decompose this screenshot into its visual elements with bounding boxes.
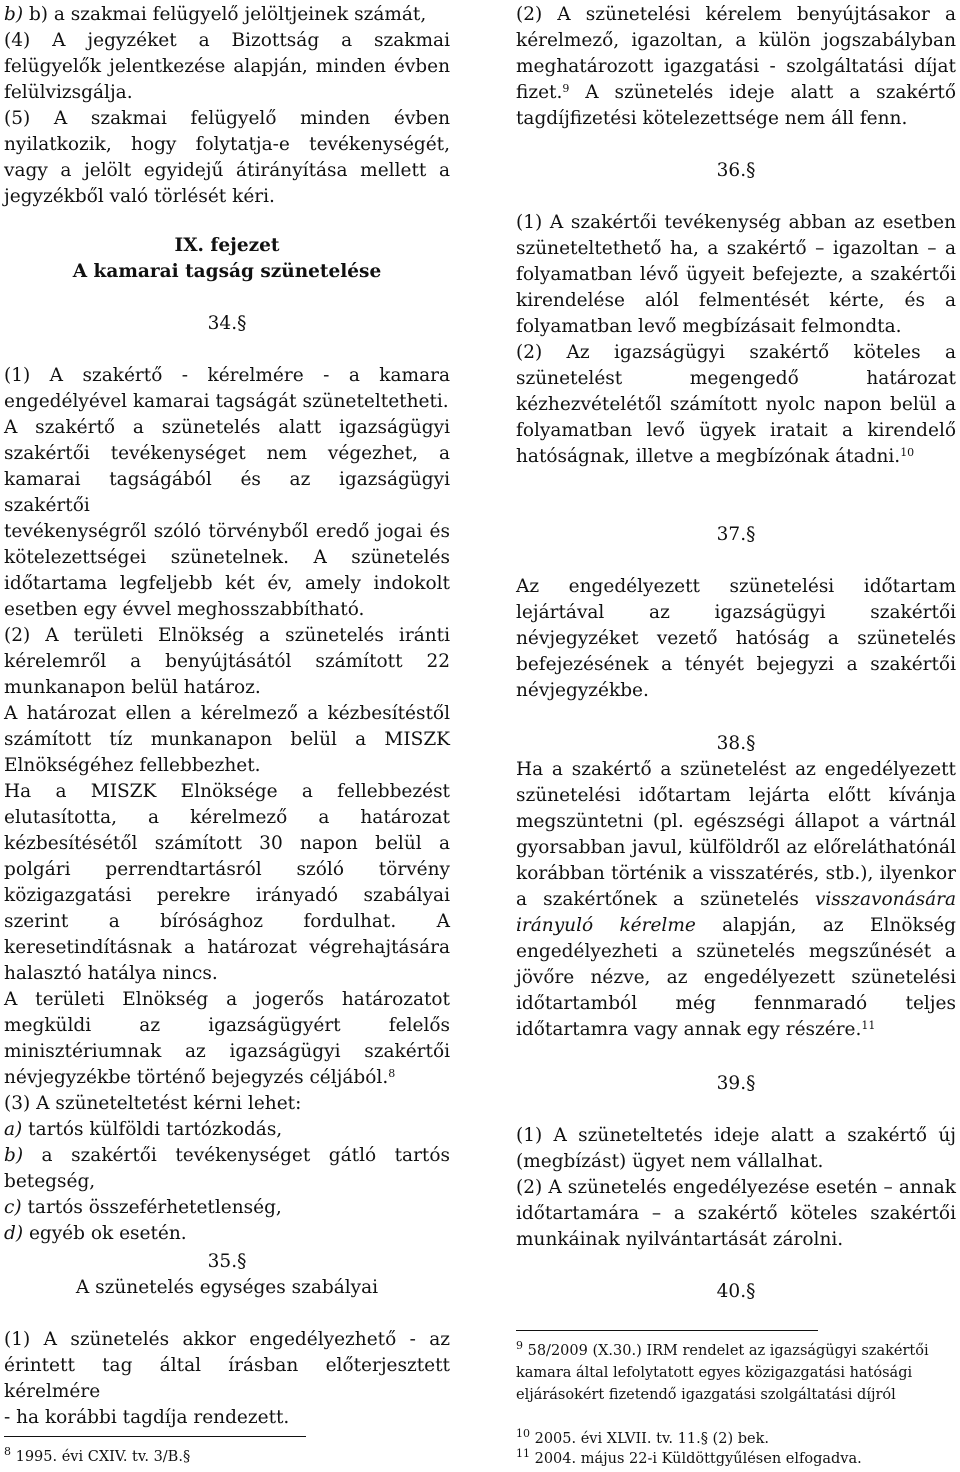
footnote-separator-right xyxy=(516,1330,818,1331)
section-35-body xyxy=(4,1327,450,1431)
text-line: felülvizsgálja. xyxy=(4,82,133,103)
text-line: korábban történik a visszatérés, stb.), ilyenkor xyxy=(516,863,956,884)
text-line: A területi Elnökség a jogerős határozatot xyxy=(4,989,450,1010)
text-line: (1) A szakértő - kérelmére - a kamara xyxy=(4,365,450,386)
text-line: kérelmező, igazoltan, a külön jogszabályban xyxy=(516,30,956,51)
section-35-heading: 35.§ xyxy=(207,1251,247,1272)
text-line: szünetelést megengedő határozat xyxy=(516,368,956,389)
text-line: kézhezvételétől számított nyolc napon belül a xyxy=(516,394,956,415)
text-line: Elnökségéhez fellebbezhet. xyxy=(4,755,261,776)
text-line: szakértői tevékenységet nem végezhet, a xyxy=(4,443,450,464)
text-line: munkáinak nyilvántartását zárolni. xyxy=(516,1229,844,1250)
text-line: tagdíjfizetési kötelezettsége nem áll fenn. xyxy=(516,108,908,129)
text-line: névjegyzékbe. xyxy=(516,680,649,701)
text-line: névjegyzékbe történő bejegyzés céljából.$^8$ xyxy=(4,1067,396,1088)
text-line: munkanapon belül határoz. xyxy=(4,677,261,698)
text-line: halasztó hatálya nincs. xyxy=(4,963,218,984)
footnote-11-text: 2004. május 22-i Küldöttgyűlésen elfogadva. xyxy=(534,1451,862,1467)
text-line: c) tartós összeférhetetlenség, xyxy=(4,1197,282,1218)
text-line: (2) Az igazságügyi szakértő köteles a xyxy=(516,342,956,363)
text-line: elutasította, a kérelmező a határozat xyxy=(4,807,450,828)
section-36-body xyxy=(516,210,956,470)
text-line: kirendelése alól felmentését kérte, és a xyxy=(516,290,956,311)
text-line: folyamatban levő ügyek iratait a kirendelő xyxy=(516,420,956,441)
text-line: irányuló kérelme alapján, az Elnökség xyxy=(516,915,956,936)
text-line: érintett tag által írásban előterjesztett kérelmére xyxy=(4,1355,450,1402)
text-line: (3) A szüneteltetést kérni lehet: xyxy=(4,1093,302,1114)
text-line: meghatározott igazgatási - szolgáltatási díjat xyxy=(516,56,956,77)
text-line: (4) A jegyzéket a Bizottság a szakmai xyxy=(4,30,450,51)
text-line: jegyzékből való törlését kéri. xyxy=(4,186,275,207)
text-line: Ha a MISZK Elnöksége a fellebbezést xyxy=(4,781,450,802)
text-line: vagy a jelölt egyidejű átirányítása mellett a xyxy=(4,160,450,181)
text-line: a szakértőnek a szünetelés visszavonására xyxy=(516,889,956,910)
text-line: névjegyzéket vezető hatóság a szünetelés xyxy=(516,628,956,649)
footnote-separator xyxy=(4,1436,306,1437)
text-line: (megbízást) ügyet nem vállalhat. xyxy=(516,1151,824,1172)
footnote-8-number: 8 xyxy=(4,1445,11,1458)
text-line: keresetindításnak a határozat végrehajtására xyxy=(4,937,450,958)
text-line: lejártával az igazságügyi szakértői xyxy=(516,602,956,623)
text-line: - ha korábbi tagdíja rendezett. xyxy=(4,1407,290,1428)
text-line: szüneteltethető ha, a szakértő – igazoltan – a xyxy=(516,238,956,259)
text-line: d) egyéb ok esetén. xyxy=(4,1223,187,1244)
text-line: esetben egy évvel meghosszabbítható. xyxy=(4,599,365,620)
text-line: betegség, xyxy=(4,1171,96,1192)
text-line: folyamatban lévő ügyeit befejezte, a szakértői xyxy=(516,264,956,285)
text-line: kézbesítésétől számított 30 napon belül a xyxy=(4,833,450,854)
section-35-title: A szünetelés egységes szabályai xyxy=(75,1277,379,1298)
text-line: engedélyével kamarai tagságát szüneteltetheti. xyxy=(4,391,449,412)
text-line: gyorsabban javul, külföldről az előreláthatónál xyxy=(516,837,956,858)
text-line: felügyelők jelentkezése alapján, minden évben xyxy=(4,56,450,77)
footnote-9-line-1 xyxy=(516,1340,956,1362)
text-line: a) tartós külföldi tartózkodás, xyxy=(4,1119,283,1140)
footnote-8-text: 1995. évi CXIV. tv. 3/B.§ xyxy=(15,1449,191,1465)
text-line: kamarai tagságából és az igazságügyi szakértői xyxy=(4,469,450,516)
text-line: kérelemről a benyújtásától számított 22 xyxy=(4,651,450,672)
text-line: kötelezettségei szünetelnek. A szünetelés xyxy=(4,547,450,568)
footnote-9-text-1: 58/2009 (X.30.) IRM rendelet az igazságügyi szakértői xyxy=(527,1343,929,1359)
section-36-heading: 36.§ xyxy=(716,160,756,181)
text-line: (1) A szakértői tevékenység abban az esetben xyxy=(516,212,956,233)
text-line: jövőre nézve, az engedélyezett szünetelési xyxy=(516,967,956,988)
footnote-9-text-3: eljárásokért fizetendő igazgatási szolgáltatási díjról xyxy=(516,1387,896,1403)
section-39-heading: 39.§ xyxy=(716,1073,756,1094)
text-line: tevékenységről szóló törvényből eredő jogai és xyxy=(4,521,450,542)
text-line: folyamatban levő megbízásait felmondta. xyxy=(516,316,902,337)
text-line: befejezésének a tényét bejegyzi a szakértői xyxy=(516,654,956,675)
text-line: polgári perrendtartásról szóló törvény xyxy=(4,859,450,880)
text-line: időtartamból még fennmaradó teljes xyxy=(516,993,956,1014)
text-line: b) b) a szakmai felügyelő jelöltjeinek számát, xyxy=(4,4,427,25)
text-line: közigazgatási perekre irányadó szabályai xyxy=(4,885,450,906)
text-line: A szakértő a szünetelés alatt igazságügyi xyxy=(4,417,450,438)
intro-text xyxy=(4,2,450,210)
text-line: b) a szakértői tevékenységet gátló tartós xyxy=(4,1145,450,1166)
right-top-text xyxy=(516,2,956,132)
text-line: szerint a bírósághoz fordulhat. A xyxy=(4,911,450,932)
chapter-title: A kamarai tagság szünetelése xyxy=(72,261,382,282)
footnote-10-number: 10 xyxy=(516,1427,530,1440)
text-line: (2) A szünetelési kérelem benyújtásakor a xyxy=(516,4,956,25)
text-line: időtartama legfeljebb két év, amely indokolt xyxy=(4,573,450,594)
text-line: megküldi az igazságügyért felelős xyxy=(4,1015,450,1036)
text-line: (1) A szüneteltetés ideje alatt a szakértő új xyxy=(516,1125,956,1146)
section-37-heading: 37.§ xyxy=(716,524,756,545)
chapter-number: IX. fejezet xyxy=(174,235,280,256)
text-line: A határozat ellen a kérelmező a kézbesítéstől xyxy=(4,703,450,724)
text-line: időtartamára – a szakértő köteles szakértői xyxy=(516,1203,956,1224)
footnote-9-number: 9 xyxy=(516,1339,523,1352)
text-line: számított tíz munkanapon belül a MISZK xyxy=(4,729,450,750)
text-line: szünetelési időtartam lejárta előtt kívánja xyxy=(516,785,956,806)
text-line: (1) A szünetelés akkor engedélyezhető - az xyxy=(4,1329,450,1350)
section-40-heading: 40.§ xyxy=(716,1281,756,1302)
footnote-10-text: 2005. évi XLVII. tv. 11.§ (2) bek. xyxy=(534,1431,769,1447)
text-line: minisztériumnak az igazságügyi szakértői xyxy=(4,1041,450,1062)
text-line: fizet.$^9$ A szünetelés ideje alatt a szakértő xyxy=(516,82,956,103)
text-line: megszüntetni (pl. egészségi állapot a vártnál xyxy=(516,811,956,832)
section-34-heading: 34.§ xyxy=(207,313,247,334)
text-line: (2) A területi Elnökség a szünetelés iránti xyxy=(4,625,450,646)
text-line: (5) A szakmai felügyelő minden évben xyxy=(4,108,450,129)
text-line: Az engedélyezett szünetelési időtartam xyxy=(516,576,956,597)
section-38-heading: 38.§ xyxy=(716,733,756,754)
section-38-body xyxy=(516,757,956,1043)
section-39-body xyxy=(516,1123,956,1253)
footnote-8 xyxy=(4,1446,190,1468)
text-line: nyilatkozik, hogy folytatja-e tevékenységét, xyxy=(4,134,450,155)
footnote-9 xyxy=(516,1340,956,1406)
section-37-body xyxy=(516,574,956,704)
section-34-body xyxy=(4,363,450,1247)
text-line: engedélyezheti a szünetelés megszűnését a xyxy=(516,941,956,962)
footnote-11-number: 11 xyxy=(516,1447,530,1460)
footnote-10 xyxy=(516,1428,769,1450)
text-line: hatóságnak, illetve a megbízónak átadni.$^{10}$ xyxy=(516,446,915,467)
footnote-9-text-2: kamara által lefolytatott egyes közigazgatási hatósági xyxy=(516,1365,913,1381)
text-line: időtartamra vagy annak egy részére.$^{11}$ xyxy=(516,1019,876,1040)
text-line: Ha a szakértő a szünetelést az engedélyezett xyxy=(516,759,956,780)
text-line: (2) A szünetelés engedélyezése esetén – annak xyxy=(516,1177,956,1198)
footnote-11 xyxy=(516,1448,862,1470)
